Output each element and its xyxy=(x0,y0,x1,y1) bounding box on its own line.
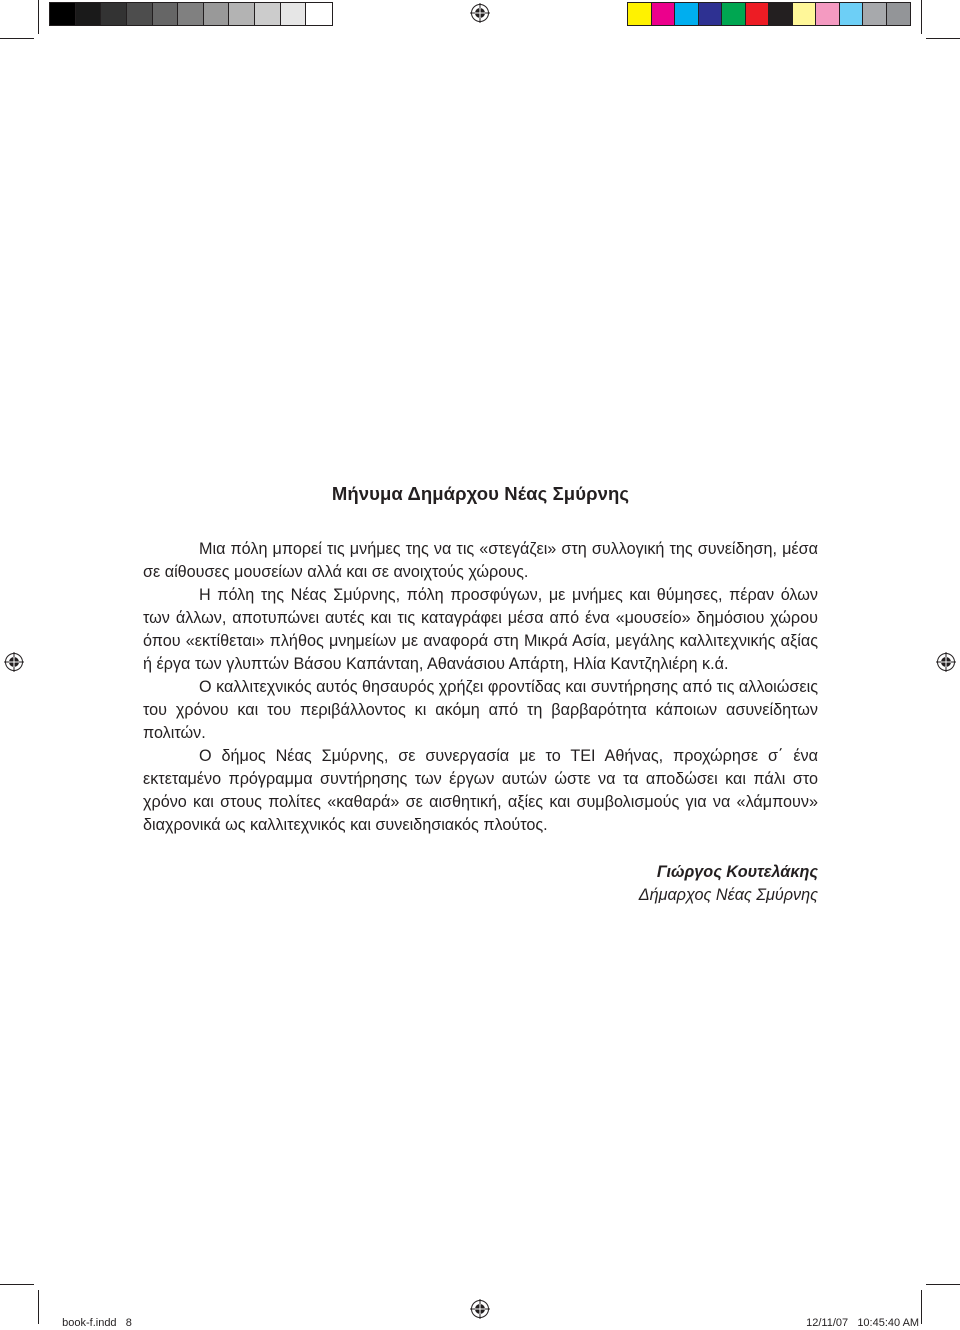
registration-mark-top-icon xyxy=(470,3,490,23)
slug-time: 10:45:40 AM xyxy=(857,1317,920,1329)
grayscale-swatch xyxy=(50,3,76,25)
crop-mark-bottom-right-h xyxy=(926,1284,960,1285)
color-swatch xyxy=(840,3,864,25)
color-swatch xyxy=(628,3,652,25)
grayscale-swatch xyxy=(306,3,332,25)
crop-mark-top-right-h xyxy=(926,38,960,39)
paragraph-3: Ο καλλιτεχνικός αυτός θησαυρός χρήζει φροντίδας και συντήρησης από τις αλλοιώσεις του χρόνου και του περιβάλλοντος κι ακόμη από τη βαρβαρότητα κάποιων ασυνείδητων πολιτών. xyxy=(143,678,819,742)
signature-name: Γιώργος Κουτελάκης xyxy=(656,863,818,881)
color-swatch xyxy=(699,3,723,25)
color-swatch xyxy=(675,3,699,25)
grayscale-swatch xyxy=(255,3,281,25)
grayscale-swatch xyxy=(281,3,307,25)
grayscale-swatch xyxy=(229,3,255,25)
crop-mark-bottom-right-v xyxy=(921,1290,922,1324)
paragraph-1: Μια πόλη μπορεί τις μνήμες της να τις «στεγάζει» στη συλλογική της συνείδηση, μέσα σε αίθουσες μουσείων αλλά και σε ανοιχτούς χώρους. xyxy=(143,540,818,581)
grayscale-swatch xyxy=(101,3,127,25)
registration-mark-bottom-icon xyxy=(470,1299,490,1319)
slug-date: 12/11/07 xyxy=(806,1317,849,1329)
grayscale-swatch xyxy=(76,3,102,25)
color-swatch xyxy=(863,3,887,25)
grayscale-swatch xyxy=(204,3,230,25)
crop-mark-bottom-left-v xyxy=(38,1290,39,1324)
color-swatch xyxy=(769,3,793,25)
document-body xyxy=(143,476,818,907)
slug-file xyxy=(56,1302,132,1330)
color-swatch xyxy=(816,3,840,25)
color-swatch xyxy=(887,3,911,25)
grayscale-swatch xyxy=(127,3,153,25)
grayscale-swatch xyxy=(178,3,204,25)
registration-mark-left-icon xyxy=(4,652,24,672)
crop-mark-top-left-v xyxy=(38,0,39,34)
crop-mark-top-left-h xyxy=(0,38,34,39)
page-title: Μήνυμα Δημάρχου Νέας Σμύρνης xyxy=(331,483,630,504)
color-swatch xyxy=(793,3,817,25)
paragraph-4: Ο δήμος Νέας Σμύρνης, σε συνεργασία με το ΤΕΙ Αθήνας, προχώρησε σ΄ ένα εκτεταμένο πρόγραμμα συντήρησης των έργων αυτών ώστε να τα αποδώσει και πάλι στο χρόνο και στους πολίτες «καθαρά» σε αισθητική, αξίες και συμβολισμούς για να «λάμπουν» διαχρονικά ως καλλιτεχνικός και συνειδησιακός πλούτος. xyxy=(143,747,818,834)
grayscale-bar xyxy=(49,2,333,26)
slug-file-name: book-f.indd xyxy=(62,1317,117,1329)
grayscale-swatch xyxy=(153,3,179,25)
signature-role: Δήμαρχος Νέας Σμύρνης xyxy=(638,886,818,904)
paragraph-2: Η πόλη της Νέας Σμύρνης, πόλη προσφύγων, με μνήμες και θύμησες, πέραν όλων των άλλων, αποτυπώνει αυτές και τις καταγράφει μέσα από ένα «μουσείο» δημόσιου χώρου όπου «εκτίθεται» πλήθος μνημείων με αναφορά στη Μικρά Ασία, μεγάλης καλλιτεχνικής αξίας ή έργα των γλυπτών Βάσου Καπάνταη, Αθανάσιου Απάρτη, Ηλία Καντζηλιέρη κ.ά. xyxy=(143,586,818,673)
registration-mark-right-icon xyxy=(936,652,956,672)
color-bar xyxy=(627,2,911,26)
slug-timestamp xyxy=(800,1302,919,1330)
color-swatch xyxy=(722,3,746,25)
slug-page-number: 8 xyxy=(125,1317,132,1329)
crop-mark-top-right-v xyxy=(921,0,922,34)
crop-mark-bottom-left-h xyxy=(0,1284,34,1285)
color-swatch xyxy=(652,3,676,25)
color-swatch xyxy=(746,3,770,25)
signature-block xyxy=(143,861,818,907)
